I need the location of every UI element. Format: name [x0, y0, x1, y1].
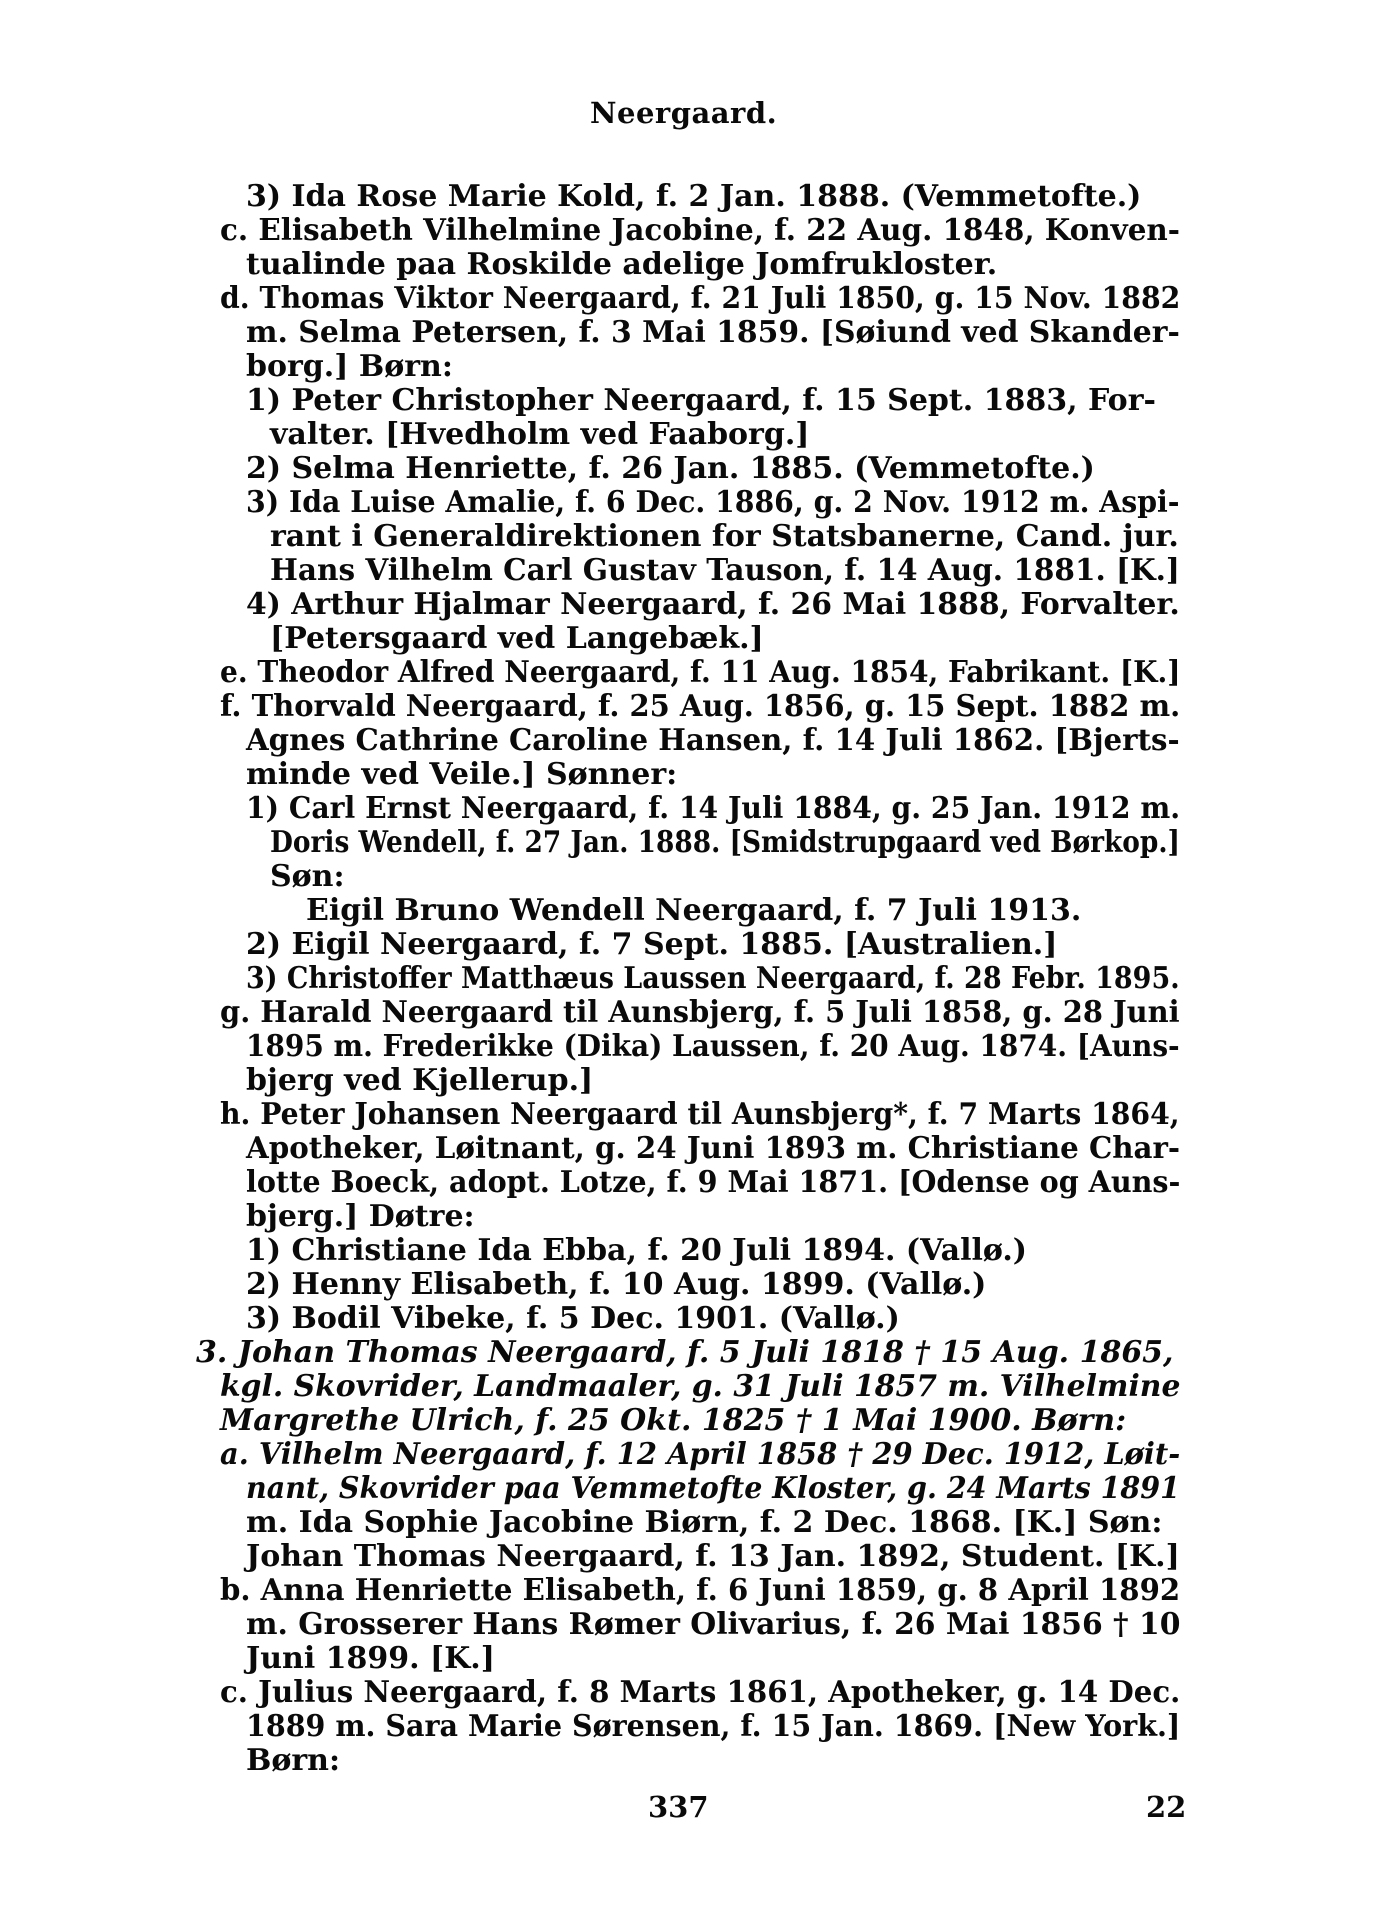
- text-line: 1895 m. Frederikke (Dika) Laussen, f. 20 Aug. 1874. [Auns-: [246, 1029, 1180, 1064]
- text-line: bjerg.] Døtre:: [246, 1199, 475, 1234]
- text-line: Margrethe Ulrich, f. 25 Okt. 1825 † 1 Mai 1900. Børn:: [220, 1403, 1127, 1438]
- text-line: bjerg ved Kjellerup.]: [246, 1063, 594, 1098]
- text-line: 2) Eigil Neergaard, f. 7 Sept. 1885. [Australien.]: [246, 927, 1058, 962]
- text-line: a. Vilhelm Neergaard, f. 12 April 1858 † 29 Dec. 1912, Løit-: [220, 1437, 1181, 1472]
- text-line: Apotheker, Løitnant, g. 24 Juni 1893 m. Christiane Char-: [246, 1131, 1181, 1166]
- text-line: h. Peter Johansen Neergaard til Aunsbjerg*, f. 7 Marts 1864,: [220, 1097, 1180, 1132]
- text-line: c. Elisabeth Vilhelmine Jacobine, f. 22 Aug. 1848, Konven-: [220, 213, 1180, 248]
- text-line: Agnes Cathrine Caroline Hansen, f. 14 Juli 1862. [Bjerts-: [246, 723, 1180, 758]
- text-line: Søn:: [270, 859, 345, 894]
- text-line: 1) Peter Christopher Neergaard, f. 15 Sept. 1883, For-: [246, 383, 1156, 418]
- text-line: 3) Ida Luise Amalie, f. 6 Dec. 1886, g. 2 Nov. 1912 m. Aspi-: [246, 485, 1180, 520]
- text-line: 1889 m. Sara Marie Sørensen, f. 15 Jan. 1869. [New York.]: [246, 1709, 1181, 1744]
- text-line: 3. Johan Thomas Neergaard, f. 5 Juli 1818 † 15 Aug. 1865,: [196, 1335, 1174, 1370]
- text-line: [Petersgaard ved Langebæk.]: [270, 621, 764, 656]
- text-line: valter. [Hvedholm ved Faaborg.]: [270, 417, 810, 452]
- text-line: lotte Boeck, adopt. Lotze, f. 9 Mai 1871. [Odense og Auns-: [246, 1165, 1181, 1200]
- text-line: m. Selma Petersen, f. 3 Mai 1859. [Søiund ved Skander-: [246, 315, 1180, 350]
- text-line: Hans Vilhelm Carl Gustav Tauson, f. 14 Aug. 1881. [K.]: [270, 553, 1180, 588]
- page-number: 337: [648, 1790, 709, 1824]
- text-line: c. Julius Neergaard, f. 8 Marts 1861, Apotheker, g. 14 Dec.: [220, 1675, 1181, 1710]
- text-line: nant, Skovrider paa Vemmetofte Kloster, g. 24 Marts 1891: [246, 1471, 1180, 1506]
- text-line: 3) Bodil Vibeke, f. 5 Dec. 1901. (Vallø.): [246, 1301, 900, 1336]
- text-line: 2) Selma Henriette, f. 26 Jan. 1885. (Vemmetofte.): [246, 451, 1095, 486]
- text-line: 2) Henny Elisabeth, f. 10 Aug. 1899. (Vallø.): [246, 1267, 987, 1302]
- text-line: minde ved Veile.] Sønner:: [246, 757, 678, 792]
- signature-mark: 22: [1146, 1790, 1187, 1824]
- text-line: b. Anna Henriette Elisabeth, f. 6 Juni 1859, g. 8 April 1892: [220, 1573, 1181, 1608]
- text-line: borg.] Børn:: [246, 349, 453, 384]
- text-line: kgl. Skovrider, Landmaaler, g. 31 Juli 1857 m. Vilhelmine: [220, 1369, 1181, 1404]
- text-line: g. Harald Neergaard til Aunsbjerg, f. 5 Juli 1858, g. 28 Juni: [220, 995, 1180, 1030]
- text-line: 3) Ida Rose Marie Kold, f. 2 Jan. 1888. (Vemmetofte.): [246, 179, 1142, 214]
- text-line: Johan Thomas Neergaard, f. 13 Jan. 1892, Student. [K.]: [246, 1539, 1180, 1574]
- running-head: Neergaard.: [590, 96, 778, 130]
- text-line: Eigil Bruno Wendell Neergaard, f. 7 Juli 1913.: [306, 893, 1082, 928]
- text-line: d. Thomas Viktor Neergaard, f. 21 Juli 1850, g. 15 Nov. 1882: [220, 281, 1181, 316]
- text-line: Juni 1899. [K.]: [246, 1641, 495, 1676]
- text-line: 4) Arthur Hjalmar Neergaard, f. 26 Mai 1888, Forvalter.: [246, 587, 1180, 622]
- text-line: f. Thorvald Neergaard, f. 25 Aug. 1856, g. 15 Sept. 1882 m.: [220, 689, 1181, 724]
- text-line: 3) Christoffer Matthæus Laussen Neergaard, f. 28 Febr. 1895.: [246, 961, 1180, 996]
- text-line: e. Theodor Alfred Neergaard, f. 11 Aug. 1854, Fabrikant. [K.]: [220, 655, 1181, 690]
- text-line: m. Ida Sophie Jacobine Biørn, f. 2 Dec. 1868. [K.] Søn:: [246, 1505, 1163, 1540]
- text-line: m. Grosserer Hans Rømer Olivarius, f. 26 Mai 1856 † 10: [246, 1607, 1181, 1642]
- text-line: 1) Christiane Ida Ebba, f. 20 Juli 1894. (Vallø.): [246, 1233, 1027, 1268]
- text-line: Doris Wendell, f. 27 Jan. 1888. [Smidstrupgaard ved Børkop.]: [270, 825, 1181, 860]
- text-line: Børn:: [246, 1743, 341, 1778]
- text-line: tualinde paa Roskilde adelige Jomfrukloster.: [246, 247, 998, 282]
- text-line: rant i Generaldirektionen for Statsbanerne, Cand. jur.: [270, 519, 1179, 554]
- text-line: 1) Carl Ernst Neergaard, f. 14 Juli 1884, g. 25 Jan. 1912 m.: [246, 791, 1181, 826]
